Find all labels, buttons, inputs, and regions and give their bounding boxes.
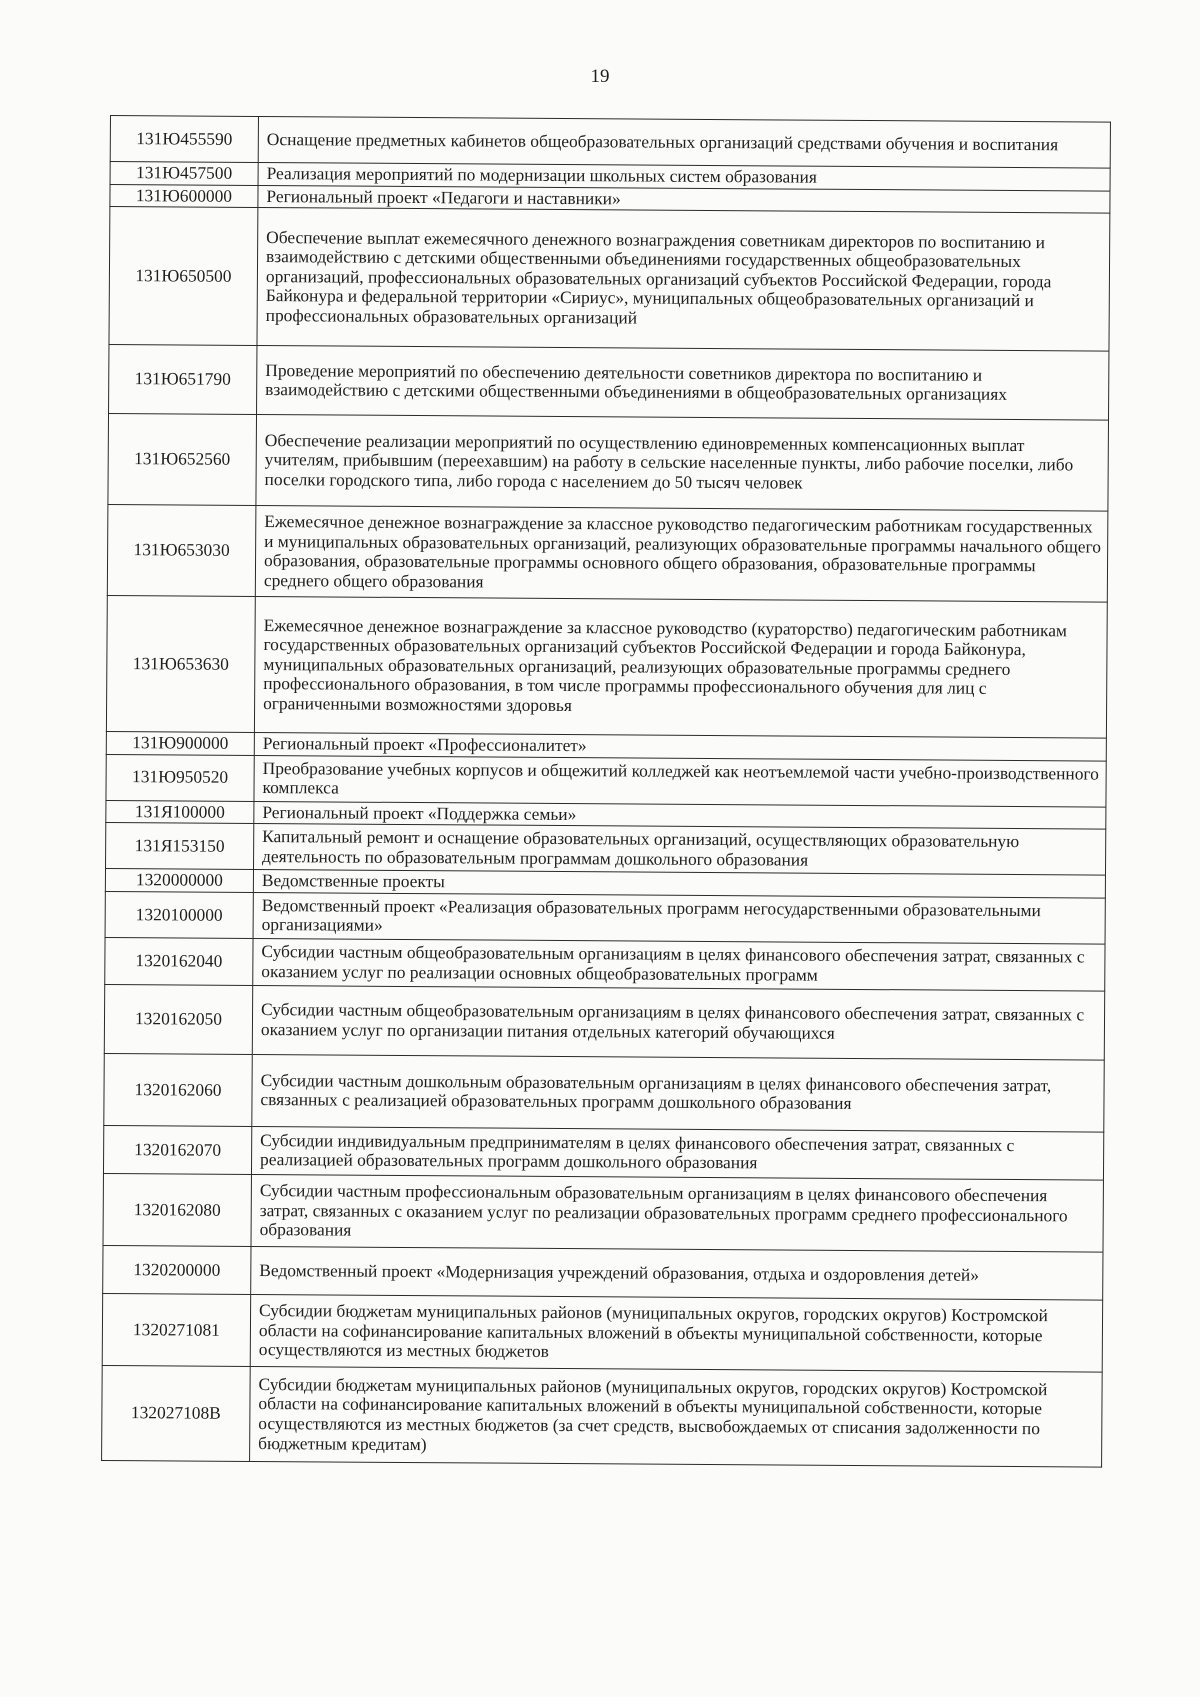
row-description: Субсидии бюджетам муниципальных районов (муниципальных округов, городских округов) Костромской области на софинансирование капитальных вложений в объекты муниципальной собственности, которые осуществляются из местных бюджетов (250, 1294, 1102, 1372)
row-code: 131Ю900000 (106, 732, 254, 756)
row-code: 131Ю600000 (110, 184, 258, 208)
table-row (103, 1173, 1103, 1252)
table-row (104, 984, 1104, 1060)
row-code: 1320162050 (104, 984, 252, 1054)
table-body (102, 116, 1111, 1468)
row-code: 131Ю457500 (110, 162, 258, 186)
row-description: Субсидии частным профессиональным образовательным организациям в целях финансового обеспечения затрат, связанных с оказанием услуг по реализации образовательных программ среднего профессионального образования (251, 1174, 1103, 1252)
row-description: Ведомственный проект «Модернизация учреждений образования, отдыха и оздоровления детей» (251, 1246, 1103, 1300)
row-code: 1320162040 (105, 937, 253, 985)
row-code: 131Ю950520 (106, 754, 254, 801)
budget-codes-table (101, 115, 1111, 1468)
row-description: Субсидии бюджетам муниципальных районов (муниципальных округов, городских округов) Костромской области на софинансирование капитальных вложений в объекты муниципальной собственности, которые осуществляются из местных бюджетов (за счет средств, высвобождаемых от списания задолженности по бюджетным кредитам) (250, 1366, 1103, 1467)
table-row (106, 823, 1106, 876)
table-row (102, 1293, 1102, 1372)
row-description: Проведение мероприятий по обеспечению деятельности советников директора по воспитанию и взаимодействию с детскими общественными объединениями в общеобразовательных организациях (257, 346, 1109, 421)
table-row (106, 596, 1107, 739)
row-code: 131Ю651790 (109, 345, 257, 415)
table-row (109, 207, 1110, 352)
row-description: Ведомственные проекты (253, 870, 1105, 898)
row-description: Субсидии частным общеобразовательным организациям в целях финансового обеспечения затрат, связанных с оказанием услуг по организации питания отдельных категорий обучающихся (252, 985, 1104, 1060)
row-description: Обеспечение реализации мероприятий по осуществлению единовременных компенсационных выплат учителям, прибывшим (переехавшим) на работу в сельские населенные пункты, либо рабочие поселки, либо поселки городского типа, либо города с населением до 50 тысяч человек (256, 415, 1109, 512)
row-description: Субсидии индивидуальным предпринимателям в целях финансового обеспечения затрат, связанных с реализацией образовательных программ дошкольного образования (251, 1126, 1103, 1180)
table-row (105, 891, 1105, 944)
row-description: Капитальный ремонт и оснащение образовательных организаций, осуществляющих образовательную деятельность по образовательным программам дошкольного образования (253, 824, 1105, 876)
row-code: 131Ю652560 (108, 414, 257, 506)
row-code: 131Я153150 (106, 823, 254, 870)
row-description: Оснащение предметных кабинетов общеобразовательных организаций средствами обучения и воспитания (258, 116, 1110, 168)
row-description: Реализация мероприятий по модернизации школьных систем образования (258, 162, 1110, 190)
row-code: 1320100000 (105, 891, 253, 938)
row-code: 1320162070 (103, 1125, 251, 1174)
page-number: 19 (590, 66, 610, 87)
row-description: Субсидии частным дошкольным образовательным организациям в целях финансового обеспечения затрат, связанных с реализацией образовательных программ дошкольного образования (252, 1054, 1104, 1132)
row-code: 131Ю653030 (107, 505, 256, 597)
row-code: 1320000000 (105, 869, 253, 893)
row-code: 131Ю650500 (109, 207, 258, 346)
table-row (103, 1125, 1103, 1180)
row-code: 1320200000 (103, 1245, 251, 1294)
table-row (110, 116, 1110, 169)
row-code: 1320162060 (104, 1053, 252, 1126)
row-code: 1320162080 (103, 1173, 251, 1246)
row-description: Субсидии частным общеобразовательным организациям в целях финансового обеспечения затрат, связанных с оказанием услуг по реализации основных общеобразовательных программ (253, 938, 1105, 991)
row-description: Региональный проект «Профессионалитет» (254, 733, 1106, 761)
table-row (103, 1245, 1103, 1300)
table-row (106, 754, 1106, 807)
row-code: 1320271081 (102, 1293, 250, 1366)
row-code: 131Я100000 (106, 800, 254, 824)
row-description: Ведомственный проект «Реализация образовательных программ негосударственными образовательными организациями» (253, 892, 1105, 944)
table-row (108, 414, 1109, 512)
table-row (102, 1365, 1103, 1467)
row-code: 131Ю653630 (106, 596, 255, 733)
row-description: Региональный проект «Поддержка семьи» (254, 801, 1106, 829)
row-description: Обеспечение выплат ежемесячного денежного вознаграждения советникам директоров по воспитанию и взаимодействию с детскими общественными объединениями государственных общеобразовательных организаций, профессиональных образовательных организаций субъектов Российской Федерации, города Байконура и федеральной территории «Сириус», муниципальных общеобразовательных организаций и профессиональных образовательных организаций (257, 208, 1110, 352)
table-row (104, 1053, 1104, 1132)
row-description: Ежемесячное денежное вознаграждение за классное руководство педагогическим работникам государственных и муниципальных образовательных организаций, реализующих образовательные программы начального общего образования, образовательные программы основного общего образования, образовательные программы среднего общего образования (255, 506, 1108, 603)
table-row (109, 345, 1109, 421)
row-code: 132027108В (102, 1365, 251, 1461)
row-code: 131Ю455590 (110, 116, 258, 163)
table-row (107, 505, 1108, 603)
row-description: Региональный проект «Педагоги и наставники» (258, 185, 1110, 213)
row-description: Преобразование учебных корпусов и общежитий колледжей как неотъемлемой части учебно-производственного комплекса (254, 755, 1106, 807)
table-row (105, 937, 1105, 991)
row-description: Ежемесячное денежное вознаграждение за классное руководство (кураторство) педагогическим работникам государственных образовательных организаций субъектов Российской Федерации и города Байконура, муниципальных образовательных организаций, реализующих образовательные программы среднего профессионального образования, в том числе программы профессионального обучения для лиц с ограниченными возможностями здоровья (254, 597, 1107, 739)
